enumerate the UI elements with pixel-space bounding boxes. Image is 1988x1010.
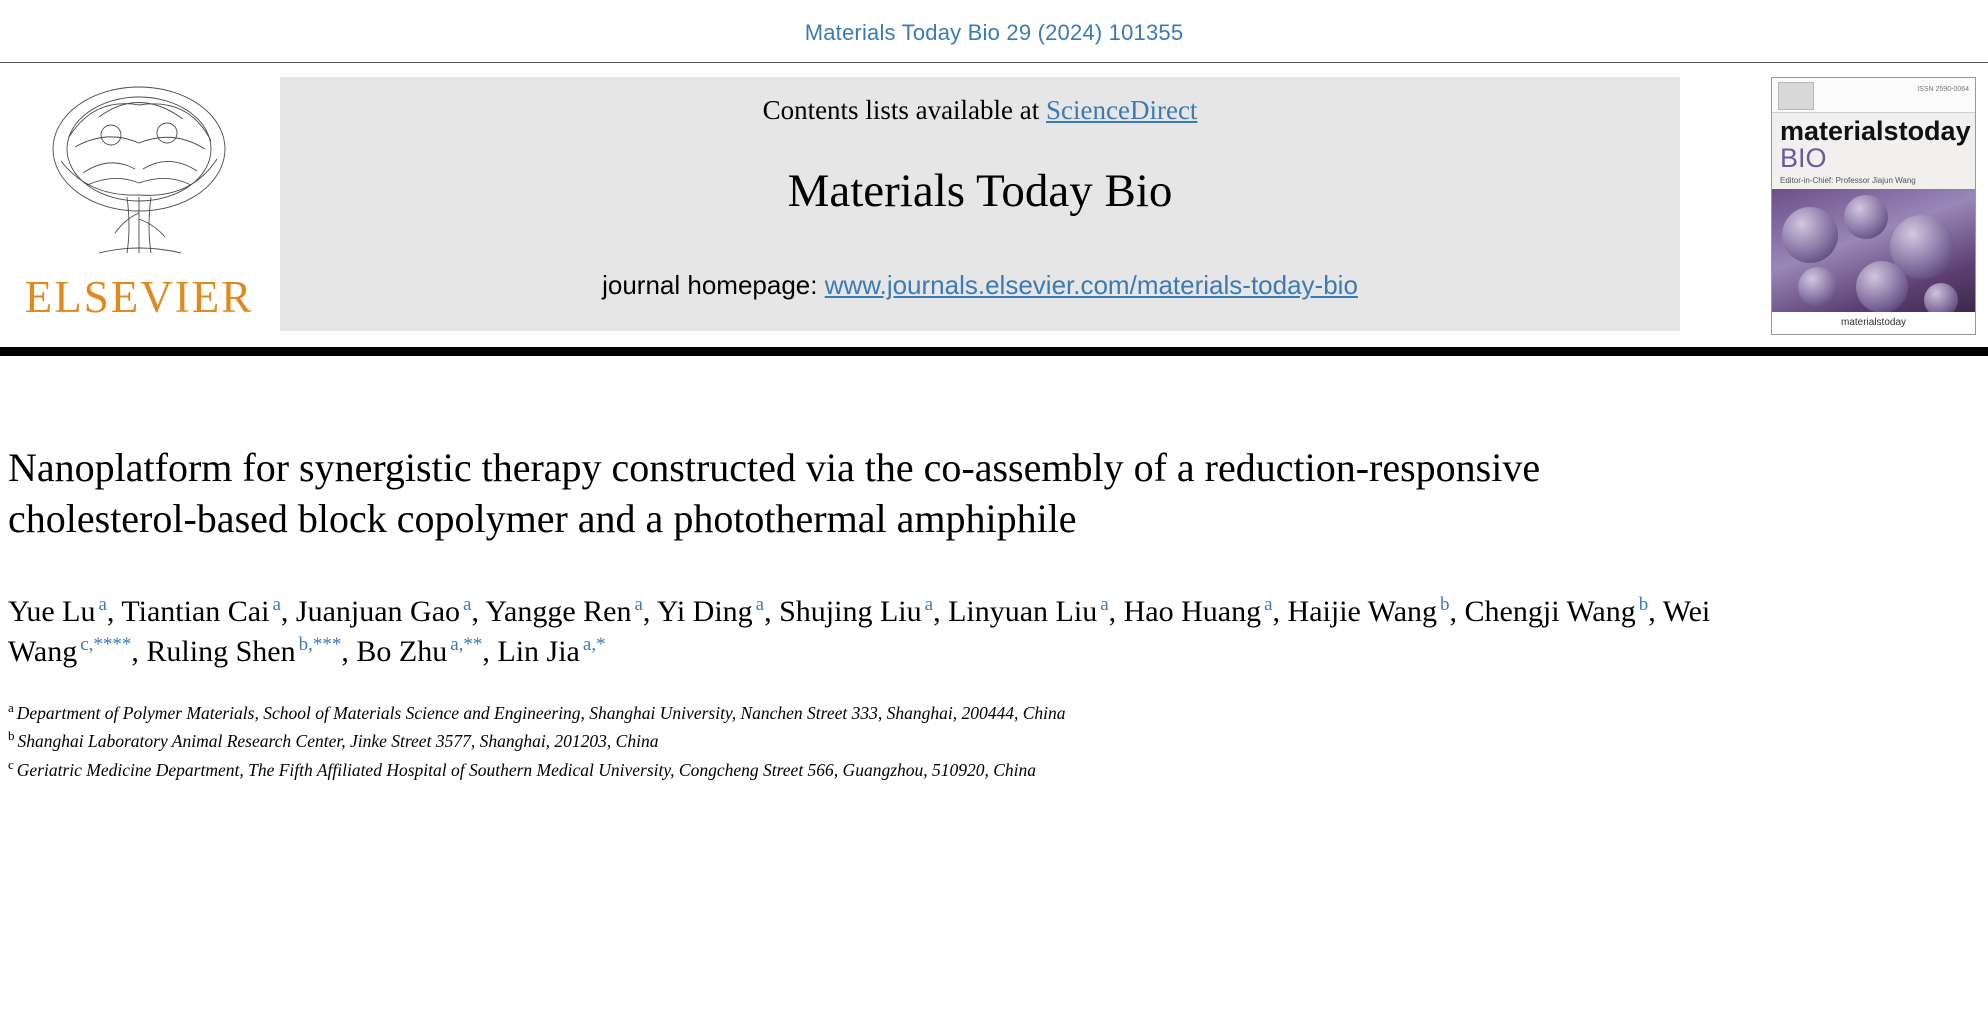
- author-name: Lin Jia: [497, 634, 580, 668]
- author-separator: ,: [106, 595, 122, 629]
- author-name: Yangge Ren: [485, 595, 632, 629]
- author-name: Shujing Liu: [779, 595, 922, 629]
- author-name: Yue Lu: [8, 595, 96, 629]
- affiliation-item: [8, 726, 1980, 755]
- cover-footer: materialstoday: [1772, 312, 1975, 334]
- author-affiliation-mark: b: [1638, 594, 1649, 616]
- journal-title: Materials Today Bio: [787, 165, 1173, 217]
- author-affiliation-mark: a,*: [582, 633, 606, 655]
- elsevier-logo: [8, 77, 270, 323]
- journal-cover-thumbnail: [1771, 77, 1976, 335]
- running-head: Materials Today Bio 29 (2024) 101355: [804, 20, 1184, 45]
- affiliation-mark: a: [8, 699, 14, 715]
- author-separator: ,: [1272, 595, 1288, 629]
- author-affiliation-mark: a: [272, 594, 281, 616]
- affiliation-mark: c: [8, 757, 14, 772]
- affiliation-text: Geriatric Medicine Department, The Fifth Affiliated Hospital of Southern Medical University, Congcheng Street 566, Guangzhou, 510920, China: [16, 759, 1037, 780]
- author-separator: ,: [1648, 595, 1663, 629]
- elsevier-tree-icon: [39, 77, 239, 273]
- author-affiliation-mark: b,***: [298, 633, 342, 655]
- author-separator: ,: [471, 595, 486, 629]
- author-separator: ,: [933, 595, 949, 629]
- author-separator: ,: [131, 634, 147, 668]
- author-separator: ,: [1108, 595, 1124, 629]
- author-name: Haijie Wang: [1287, 595, 1438, 629]
- cover-title-line1: materialstoday: [1780, 116, 1971, 146]
- homepage-prefix: journal homepage:: [602, 270, 825, 300]
- journal-homepage-link[interactable]: www.journals.elsevier.com/materials-today-bio: [824, 270, 1358, 300]
- author-separator: ,: [482, 634, 498, 668]
- author-name: Linyuan Liu: [948, 595, 1098, 629]
- author-name: Yi Ding: [656, 595, 753, 629]
- author-affiliation-mark: a: [1100, 594, 1109, 616]
- author-separator: ,: [764, 595, 780, 629]
- cover-header: [1772, 78, 1975, 113]
- cover-artwork: [1772, 189, 1975, 329]
- author-affiliation-mark: a: [463, 594, 472, 616]
- author-affiliation-mark: a: [924, 594, 934, 616]
- affiliation-text: Shanghai Laboratory Animal Research Center, Jinke Street 3577, Shanghai, 201203, China: [17, 731, 659, 752]
- cover-elsevier-logo-icon: [1778, 82, 1814, 110]
- author-name: Chengji Wang: [1464, 595, 1636, 629]
- contents-prefix: Contents lists available at: [762, 95, 1047, 125]
- affiliation-item: [8, 755, 1980, 784]
- author-separator: ,: [642, 595, 657, 629]
- author-name: Tiantian Cai: [121, 595, 270, 629]
- affiliation-item: [8, 698, 1980, 727]
- affiliation-text: Department of Polymer Materials, School of Materials Science and Engineering, Shanghai University, Nanchen Street 333, Shanghai, 200444, China: [16, 702, 1066, 723]
- sciencedirect-link[interactable]: ScienceDirect: [1046, 95, 1198, 125]
- cover-title-line2: BIO: [1780, 142, 1827, 173]
- affiliation-list: [8, 698, 1980, 784]
- author-separator: ,: [341, 634, 357, 668]
- author-affiliation-mark: a: [98, 594, 107, 616]
- author-name: Wei Wang: [8, 595, 1711, 668]
- author-separator: ,: [280, 595, 296, 629]
- journal-masthead: [0, 62, 1988, 335]
- journal-band: [280, 77, 1680, 331]
- cover-title: [1772, 113, 1975, 172]
- author-affiliation-mark: a: [634, 594, 643, 616]
- author-separator: ,: [1449, 595, 1465, 629]
- author-affiliation-mark: a,**: [450, 633, 483, 655]
- author-list: [8, 592, 1748, 671]
- author-name: Ruling Shen: [146, 634, 296, 668]
- author-name: Hao Huang: [1123, 595, 1262, 629]
- article-header: [0, 442, 1988, 784]
- contents-line: [280, 95, 1680, 126]
- article-title: Nanoplatform for synergistic therapy constructed via the co-assembly of a reduction-responsive cholesterol-based block copolymer and a photothermal amphiphile: [8, 445, 1541, 542]
- author-affiliation-mark: b: [1440, 594, 1450, 616]
- cover-issn: ISSN 2590-0064: [1917, 86, 1969, 93]
- author-affiliation-mark: a: [755, 594, 765, 616]
- affiliation-mark: b: [8, 728, 15, 744]
- cover-subtitle: Editor-in-Chief: Professor Jiajun Wang: [1780, 175, 1916, 185]
- elsevier-wordmark: ELSEVIER: [24, 272, 254, 322]
- author-name: Bo Zhu: [356, 634, 448, 668]
- author-affiliation-mark: c,****: [80, 633, 132, 655]
- masthead-divider: [0, 347, 1988, 356]
- author-name: Juanjuan Gao: [295, 595, 461, 629]
- author-affiliation-mark: a: [1264, 594, 1273, 616]
- homepage-line: [280, 270, 1680, 301]
